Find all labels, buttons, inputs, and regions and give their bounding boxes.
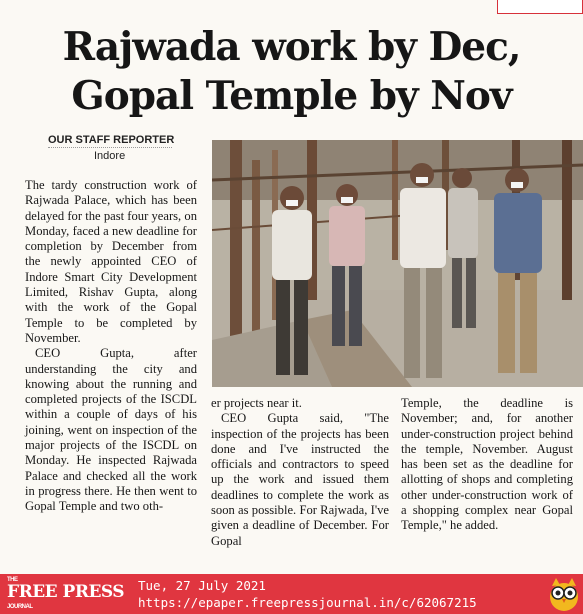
article-paragraph: CEO Gupta said, "The inspection of the projects has been done and I've instructed the officials and contractors to speed up the work and issued them deadlines to complete the work as soon as possible. For Rajwada, I've given a deadline of December. For Gopal: [211, 411, 389, 548]
article-column-3: [401, 396, 573, 534]
logo-the: THE: [7, 577, 18, 583]
logo-main: FREE PRESS: [7, 582, 125, 602]
byline: OUR STAFF REPORTER: [48, 134, 175, 146]
logo-journal: JOURNAL: [7, 604, 33, 610]
article-paragraph: CEO Gupta, after understanding the city and knowing about the running and completed projects of the ISCDL within a couple of days of his joining, went on inspection of the major projects of the ISCDL on Monday. He inspected Rajwada Palace and checked all the work in progress there. He then went to Gopal Temple and two oth-: [25, 346, 197, 514]
dateline: Indore: [94, 150, 126, 162]
footer-info: [138, 577, 477, 611]
article-paragraph: Temple, the deadline is November; and, for another under-construction project behind the temple, November. August has been set as the deadline for allotting of shops and completing other under-construction work of a shopping complex near Gopal Temple," he added.: [401, 396, 573, 533]
footer-bar: [0, 574, 583, 614]
article-column-1: [25, 178, 197, 515]
footer-date: Tue, 27 July 2021: [138, 578, 266, 593]
free-press-logo: [7, 577, 125, 610]
article-paragraph: er projects near it.: [211, 396, 302, 410]
article-photo: [212, 140, 583, 387]
headline-line-2: Gopal Temple by Nov: [71, 73, 512, 119]
owl-mascot-icon: [547, 576, 581, 612]
article-column-2: [211, 396, 389, 549]
footer-url[interactable]: https://epaper.freepressjournal.in/c/62067215: [138, 595, 477, 610]
article-paragraph: The tardy construction work of Rajwada Palace, which has been delayed for the past four years, on Monday, faced a new deadline for completion by December from the newly appointed CEO of Indore Smart City Development Limited, Rishav Gupta, along with the work of the Gopal Temple to be completed by November.: [25, 178, 197, 345]
headline-line-1: Rajwada work by Dec,: [62, 24, 521, 70]
inspection-photo-illustration: [212, 140, 583, 387]
page-corner-box: [497, 0, 583, 14]
